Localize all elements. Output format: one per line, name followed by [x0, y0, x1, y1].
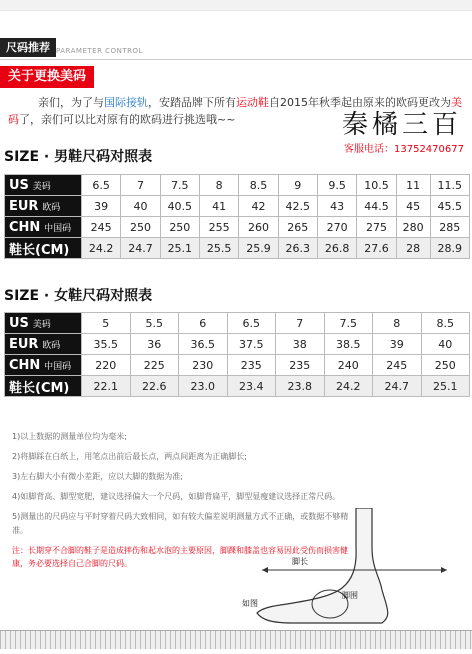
table-cell: 35.5	[82, 334, 131, 355]
table-cell: 5	[82, 313, 131, 334]
men-heading-title: 男鞋尺码对照表	[54, 149, 153, 165]
table-cell: 225	[130, 355, 179, 376]
table-cell: 235	[227, 355, 276, 376]
table-cell: 36	[130, 334, 179, 355]
table-cell: 6	[179, 313, 228, 334]
row-header	[5, 355, 82, 376]
table-cell: 40.5	[160, 196, 199, 217]
arch-label: 如图	[242, 599, 258, 608]
table-cell: 285	[430, 217, 469, 238]
about-banner: 关于更换美码	[0, 66, 94, 88]
row-header	[5, 376, 82, 397]
table-row	[5, 196, 470, 217]
table-cell: 28.9	[430, 238, 469, 259]
table-cell: 245	[82, 217, 121, 238]
table-cell: 27.6	[357, 238, 396, 259]
table-cell: 22.1	[82, 376, 131, 397]
notice-seg-0: 亲们，为了与	[38, 96, 104, 109]
table-cell: 250	[421, 355, 470, 376]
row-header-label: 鞋长(CM)	[9, 380, 70, 396]
row-header	[5, 313, 82, 334]
note-2: 2)将脚踩在白纸上，用笔点出前后最长点，两点间距离为正确脚长;	[12, 452, 247, 461]
ruler	[0, 630, 472, 649]
table-cell: 11.5	[430, 175, 469, 196]
table-cell: 255	[199, 217, 238, 238]
arrow-head-left	[262, 567, 268, 573]
table-cell: 240	[324, 355, 373, 376]
men-heading: SIZE · 男鞋尺码对照表	[4, 149, 153, 165]
row-header-sublabel: 美码	[32, 181, 51, 192]
parameter-label: PARAMETER CONTROL	[56, 47, 143, 55]
foot-diagram	[232, 508, 468, 628]
table-cell: 25.1	[160, 238, 199, 259]
row-header-label: EUR	[9, 198, 39, 214]
table-cell: 6.5	[227, 313, 276, 334]
divider	[0, 59, 472, 60]
table-cell: 24.2	[324, 376, 373, 397]
row-header	[5, 217, 82, 238]
table-cell: 36.5	[179, 334, 228, 355]
table-cell: 220	[82, 355, 131, 376]
table-cell: 275	[357, 217, 396, 238]
notice-seg-1: 国际接轨	[104, 96, 148, 109]
table-cell: 44.5	[357, 196, 396, 217]
table-cell: 7	[121, 175, 160, 196]
row-header-label: CHN	[9, 357, 41, 373]
table-cell: 38.5	[324, 334, 373, 355]
table-cell: 23.8	[276, 376, 325, 397]
row-header	[5, 175, 82, 196]
table-cell: 40	[121, 196, 160, 217]
table-cell: 24.7	[121, 238, 160, 259]
row-header-label: US	[9, 177, 29, 193]
notice-seg-2: ，安踏品牌下所有	[148, 96, 236, 109]
table-cell: 7	[276, 313, 325, 334]
table-cell: 280	[396, 217, 430, 238]
table-cell: 25.9	[239, 238, 278, 259]
table-cell: 250	[121, 217, 160, 238]
table-cell: 39	[82, 196, 121, 217]
note-5: 5)测量出的尺码应与平时穿着尺码大致相同，如有较大偏差说明测量方式不正确，或数据不够精准。	[12, 512, 349, 535]
table-row	[5, 376, 470, 397]
foot-outline	[257, 508, 388, 623]
row-header-sublabel: 欧码	[42, 340, 61, 351]
table-row	[5, 334, 470, 355]
table-cell: 24.2	[82, 238, 121, 259]
table-cell: 45.5	[430, 196, 469, 217]
row-header-sublabel: 美码	[32, 319, 51, 330]
section-tag: 尺码推荐	[0, 38, 56, 57]
notice-seg-6: 了，亲们可以比对原有的欧码进行挑选哦~~	[19, 113, 236, 126]
men-size-table	[4, 174, 470, 259]
row-header-label: EUR	[9, 336, 39, 352]
table-cell: 265	[278, 217, 317, 238]
row-header-sublabel: 欧码	[42, 202, 61, 213]
table-cell: 25.5	[199, 238, 238, 259]
table-cell: 26.8	[317, 238, 356, 259]
note-4: 4)如脚背高、脚型宽肥，建议选择偏大一个尺码，如脚背扁平，脚型显瘦建议选择正常尺码。	[12, 492, 341, 501]
table-cell: 7.5	[324, 313, 373, 334]
table-cell: 11	[396, 175, 430, 196]
table-row	[5, 355, 470, 376]
men-heading-size: SIZE	[4, 149, 40, 165]
table-cell: 28	[396, 238, 430, 259]
store-logo: 秦橘三百	[342, 110, 463, 140]
table-cell: 40	[421, 334, 470, 355]
row-header	[5, 238, 82, 259]
table-cell: 38	[276, 334, 325, 355]
table-cell: 7.5	[160, 175, 199, 196]
table-cell: 8	[199, 175, 238, 196]
women-size-table	[4, 312, 470, 397]
table-cell: 42.5	[278, 196, 317, 217]
table-cell: 230	[179, 355, 228, 376]
table-cell: 8	[373, 313, 422, 334]
women-heading-title: 女鞋尺码对照表	[54, 288, 153, 304]
women-heading: SIZE · 女鞋尺码对照表	[4, 288, 153, 304]
table-cell: 37.5	[227, 334, 276, 355]
table-cell: 270	[317, 217, 356, 238]
row-header	[5, 196, 82, 217]
row-header	[5, 334, 82, 355]
table-cell: 24.7	[373, 376, 422, 397]
table-row	[5, 217, 470, 238]
notice-seg-3: 运动鞋	[236, 96, 269, 109]
table-cell: 23.4	[227, 376, 276, 397]
table-cell: 260	[239, 217, 278, 238]
table-cell: 22.6	[130, 376, 179, 397]
table-cell: 41	[199, 196, 238, 217]
table-cell: 23.0	[179, 376, 228, 397]
table-cell: 245	[373, 355, 422, 376]
table-cell: 8.5	[421, 313, 470, 334]
row-header-label: US	[9, 315, 29, 331]
table-cell: 250	[160, 217, 199, 238]
table-cell: 8.5	[239, 175, 278, 196]
note-3: 3)左右脚大小有微小差距，应以大脚的数据为准;	[12, 472, 183, 481]
table-cell: 26.3	[278, 238, 317, 259]
row-header-sublabel: 中国码	[44, 361, 72, 372]
table-row	[5, 175, 470, 196]
table-row	[5, 313, 470, 334]
girth-label: 脚围	[342, 591, 358, 600]
store-phone: 客服电话：13752470677	[344, 144, 464, 155]
top-bar	[0, 0, 472, 11]
table-cell: 9	[278, 175, 317, 196]
table-cell: 25.1	[421, 376, 470, 397]
arrow-head-right	[441, 567, 447, 573]
table-cell: 45	[396, 196, 430, 217]
warning-note: 注：长期穿不合脚的鞋子是造成摔伤和起水泡的主要原因，脚踝和膝盖也容易因此受伤而损害健康，务必要选择自己合脚的尺码。	[12, 546, 348, 568]
length-label: 脚长	[292, 557, 308, 566]
table-cell: 42	[239, 196, 278, 217]
table-cell: 10.5	[357, 175, 396, 196]
notice-seg-4: 自2015年秋季起由原来的欧码更改为	[269, 96, 451, 109]
row-header-sublabel: 中国码	[44, 223, 72, 234]
table-cell: 39	[373, 334, 422, 355]
table-row	[5, 238, 470, 259]
table-cell: 5.5	[130, 313, 179, 334]
table-cell: 6.5	[82, 175, 121, 196]
table-cell: 43	[317, 196, 356, 217]
note-1: 1)以上数据的测量单位均为毫米;	[12, 432, 127, 441]
row-header-label: 鞋长(CM)	[9, 242, 70, 258]
table-cell: 235	[276, 355, 325, 376]
women-heading-size: SIZE	[4, 288, 40, 304]
table-cell: 9.5	[317, 175, 356, 196]
notice-seg-5: 美码	[8, 96, 462, 126]
row-header-label: CHN	[9, 219, 41, 235]
